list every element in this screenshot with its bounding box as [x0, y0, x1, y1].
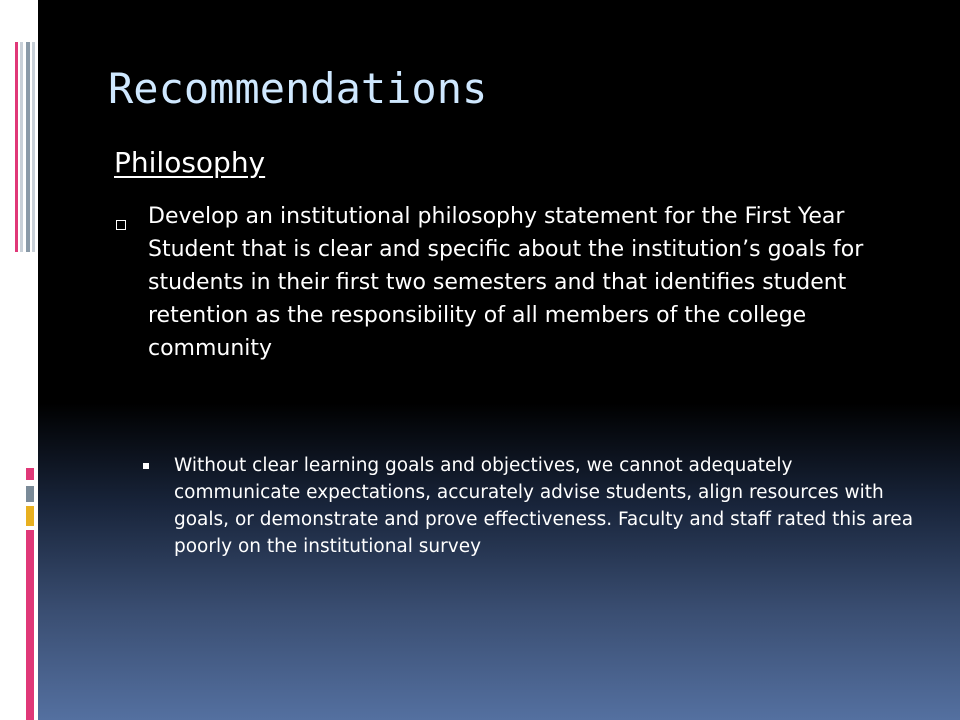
- decor-strip-bottom-2: [26, 486, 34, 502]
- decor-strip-bottom-1: [26, 468, 34, 480]
- decor-strip-top-1: [15, 42, 18, 252]
- filled-square-bullet-icon: [143, 463, 149, 469]
- decor-strip-top-4: [32, 42, 35, 252]
- decor-strip-bottom-3: [26, 506, 34, 526]
- decor-strip-top-2: [20, 42, 23, 252]
- decor-strip-bottom-4: [26, 530, 34, 720]
- bullet-1-text: Develop an institutional philosophy statement for the First Year Student that is clear and specific about the institution’s goals for students in their first two semesters and that identifies student retention as the responsibility of all members of the college community: [148, 204, 864, 361]
- decor-strip-top-3: [26, 42, 30, 252]
- slide-subtitle: Philosophy: [114, 146, 266, 179]
- slide-title: Recommendations: [108, 64, 488, 113]
- hollow-square-bullet-icon: [116, 220, 126, 230]
- bullet-text: [148, 200, 908, 365]
- sub-bullet-text: [174, 452, 914, 560]
- sub-bullet-1-text: Without clear learning goals and objectives, we cannot adequately communicate expectations, accurately advise students, align resources with goals, or demonstrate and prove effectiveness. Faculty and staff rated this area poorly on the institutional survey: [174, 455, 914, 557]
